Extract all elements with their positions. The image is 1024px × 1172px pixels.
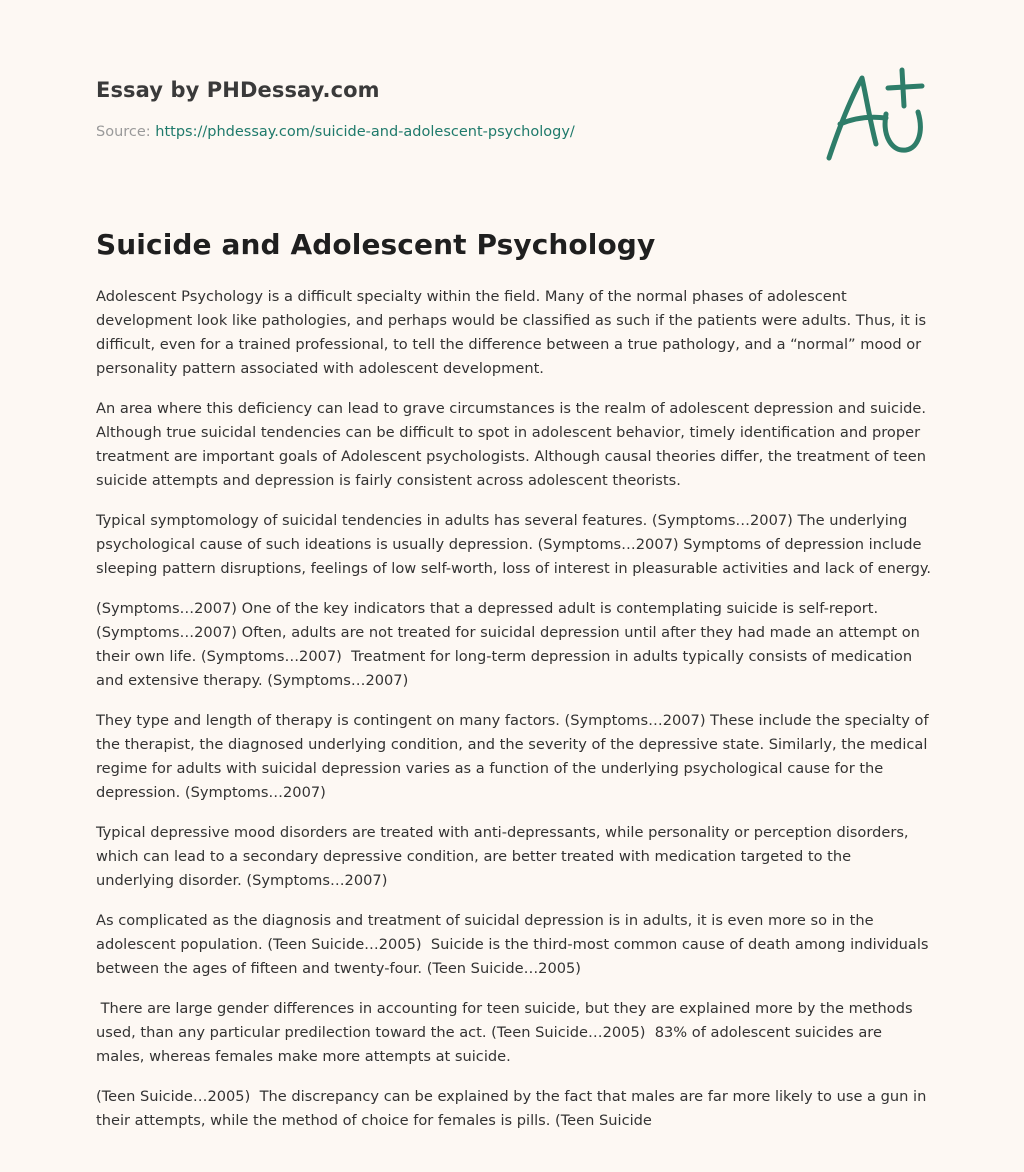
site-brand: Essay by PHDessay.com bbox=[96, 78, 380, 102]
essay-paragraph: As complicated as the diagnosis and treatment of suicidal depression is in adults, it is even more so in the adolescent population. (Teen Suicide…2005) Suicide is the third-most common cause of death among individuals between the ages of fifteen and twenty-four. (Teen Suicide…2005) bbox=[96, 912, 934, 977]
essay-paragraph: There are large gender differences in accounting for teen suicide, but they are explained more by the methods used, than any particular predilection toward the act. (Teen Suicide…2005) 83% of adolescent suicides are males, whereas females make more attempts at suicide. bbox=[96, 1000, 918, 1065]
a-plus-logo-icon bbox=[818, 66, 930, 168]
essay-title: Suicide and Adolescent Psychology bbox=[96, 228, 656, 261]
essay-body bbox=[96, 285, 932, 1149]
essay-paragraph: Typical depressive mood disorders are treated with anti-depressants, while personality or perception disorders, which can lead to a secondary depressive condition, are better treated with medication targeted to the underlying disorder. (Symptoms…2007) bbox=[96, 824, 914, 889]
essay-paragraph: Adolescent Psychology is a difficult specialty within the field. Many of the normal phases of adolescent development look like pathologies, and perhaps would be classified as such if the patients were adults. Thus, it is difficult, even for a trained professional, to tell the difference between a true pathology, and a “normal” mood or personality pattern associated with adolescent development. bbox=[96, 288, 931, 377]
essay-paragraph: An area where this deficiency can lead to grave circumstances is the realm of adolescent depression and suicide. Although true suicidal tendencies can be difficult to spot in adolescent behavior, timely identification and proper treatment are important goals of Adolescent psychologists. Although causal theories differ, the treatment of teen suicide attempts and depression is fairly consistent across adolescent theorists. bbox=[96, 400, 931, 489]
site-header bbox=[96, 76, 796, 142]
source-link[interactable]: https://phdessay.com/suicide-and-adolescent-psychology/ bbox=[155, 124, 575, 140]
source-label: Source: bbox=[96, 124, 151, 140]
essay-paragraph: They type and length of therapy is contingent on many factors. (Symptoms…2007) These include the specialty of the therapist, the diagnosed underlying condition, and the severity of the depressive state. Similarly, the medical regime for adults with suicidal depression varies as a function of the underlying psychological cause for the depression. (Symptoms…2007) bbox=[96, 712, 934, 801]
essay-paragraph: (Symptoms…2007) One of the key indicators that a depressed adult is contemplating suicide is self-report. (Symptoms…2007) Often, adults are not treated for suicidal depression until after they had made an attempt on their own life. (Symptoms…2007) Treatment for long-term depression in adults typically consists of medication and extensive therapy. (Symptoms…2007) bbox=[96, 600, 925, 689]
essay-paragraph: Typical symptomology of suicidal tendencies in adults has several features. (Symptoms…2007) The underlying psychological cause of such ideations is usually depression. (Symptoms…2007) Symptoms of depression include sleeping pattern disruptions, feelings of low self-worth, loss of interest in pleasurable activities and lack of energy. bbox=[96, 512, 932, 577]
source-line bbox=[96, 122, 796, 142]
essay-paragraph: (Teen Suicide…2005) The discrepancy can be explained by the fact that males are far more likely to use a gun in their attempts, while the method of choice for females is pills. (Teen Suicide bbox=[96, 1088, 931, 1129]
